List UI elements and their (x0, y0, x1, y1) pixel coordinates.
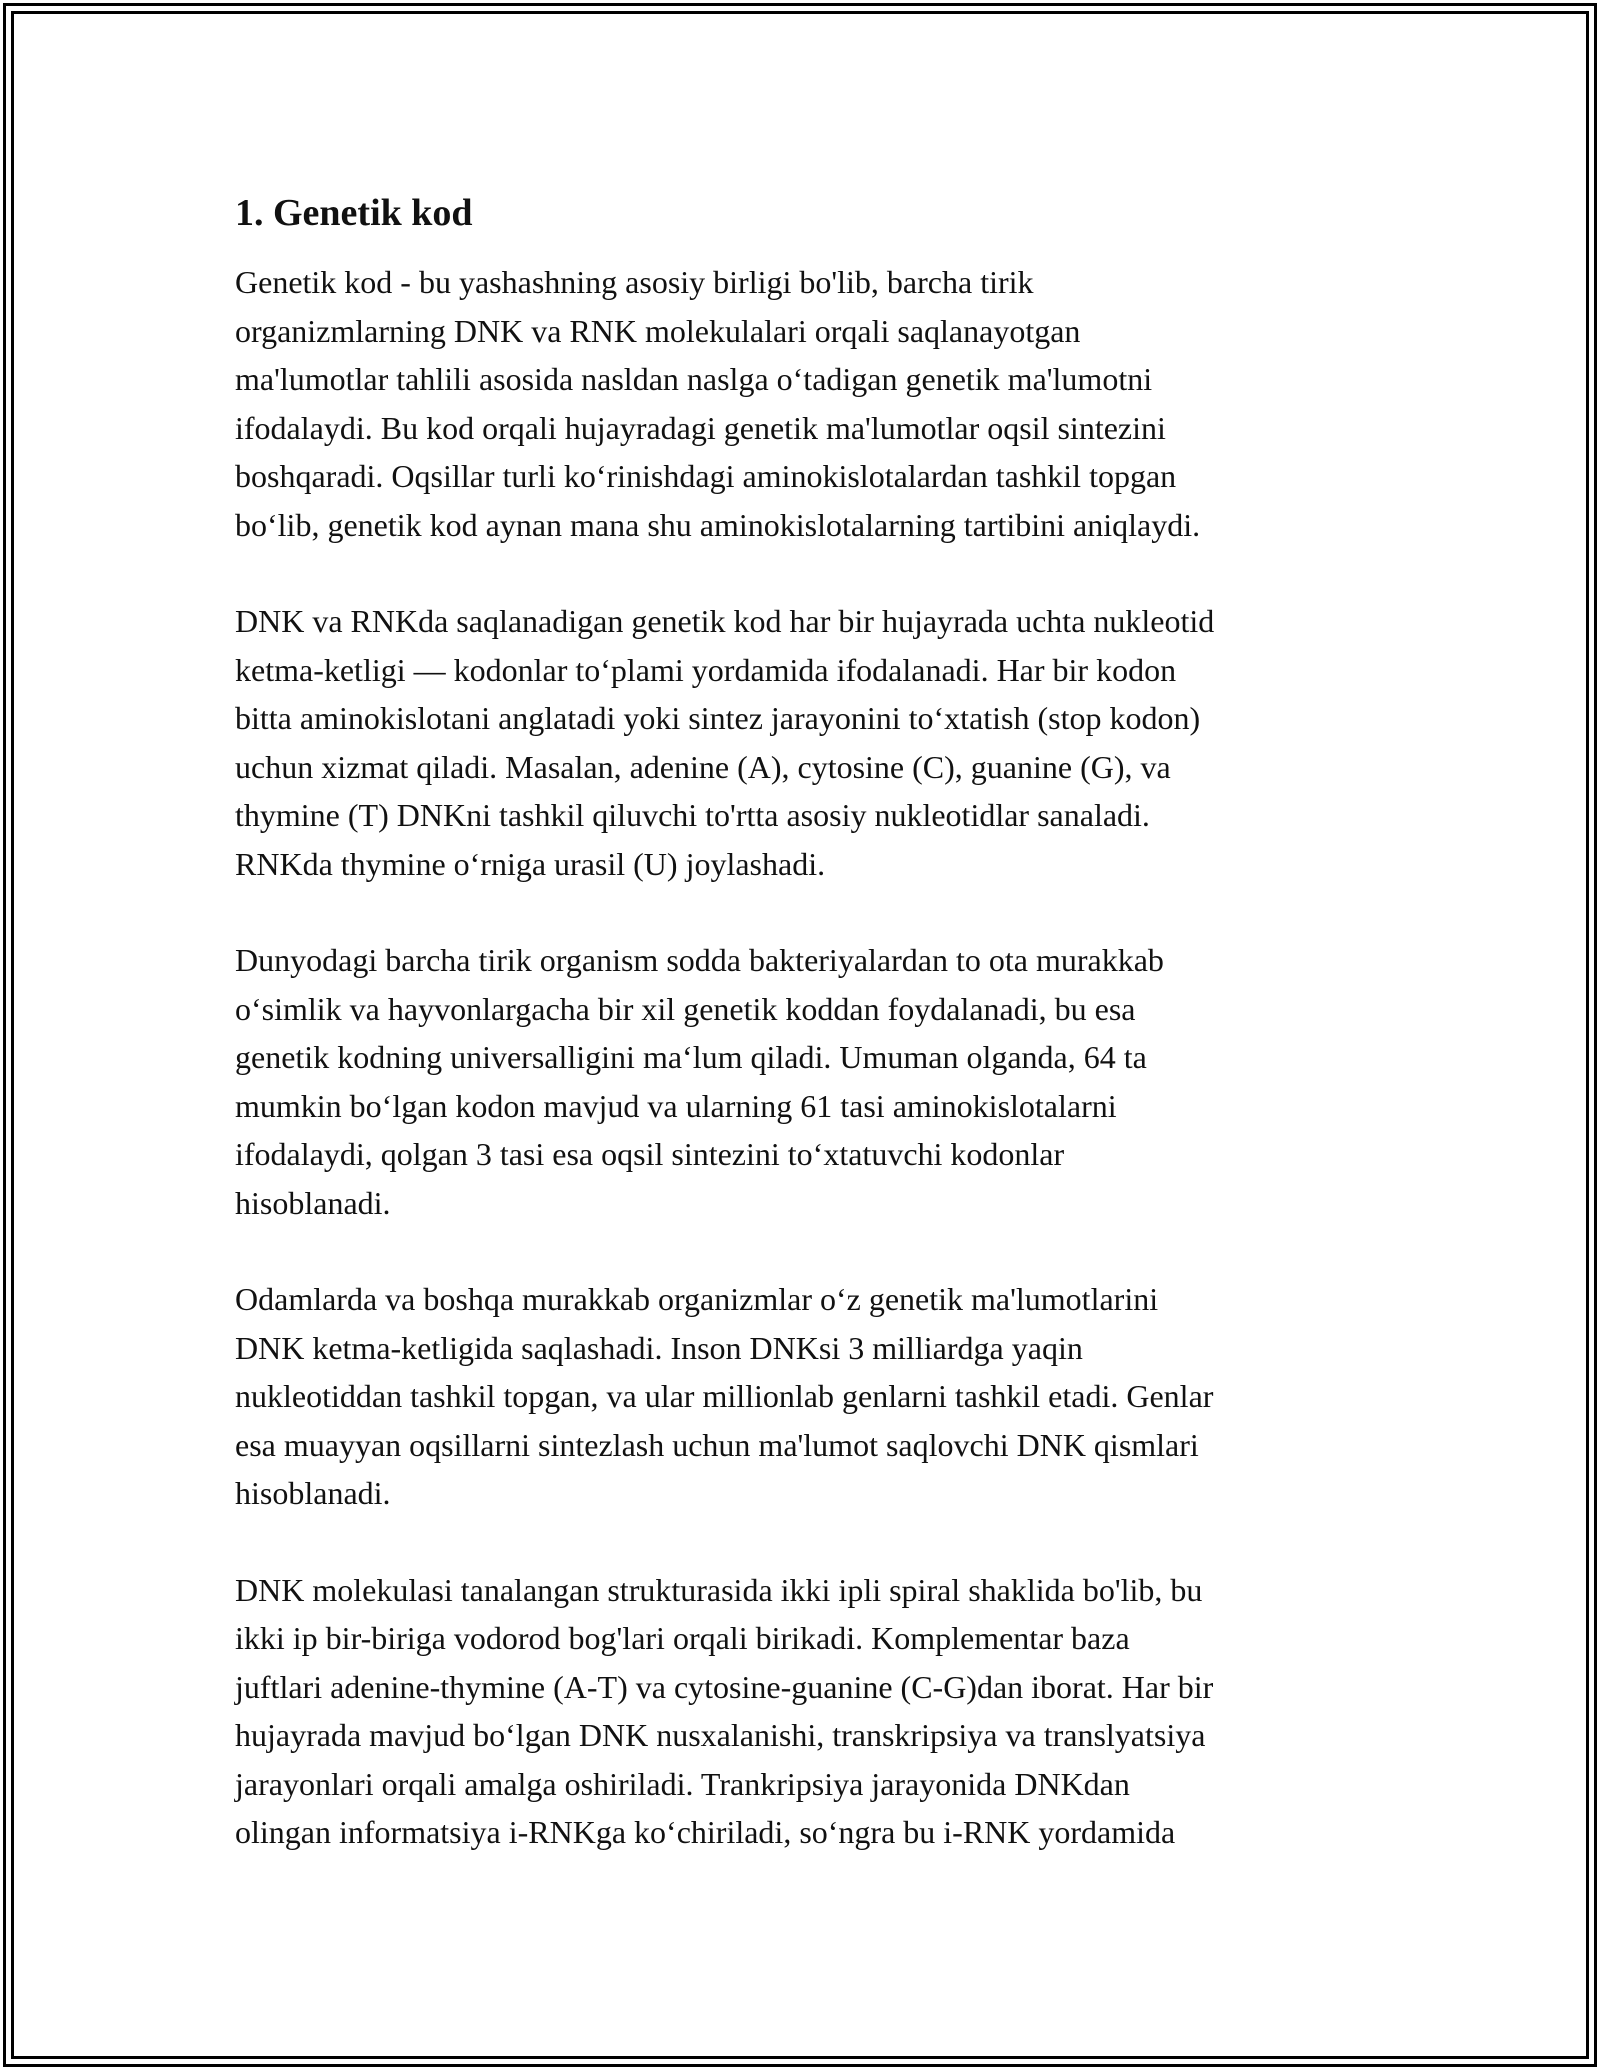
document-body (235, 188, 1370, 1905)
paragraph (235, 1566, 1370, 1857)
text-line: uchun xizmat qiladi. Masalan, adenine (A), cytosine (C), guanine (G), va (235, 748, 1171, 785)
text-line: juftlari adenine-thymine (A-T) va cytosine-guanine (C-G)dan iborat. Har bir (235, 1668, 1214, 1705)
text-line: genetik kodning universalligini maʻlum qiladi. Umuman olganda, 64 ta (235, 1039, 1147, 1075)
text-line: mumkin boʻlgan kodon mavjud va ularning 61 tasi aminokislotalarni (235, 1087, 1117, 1124)
text-line: ifodalaydi. Bu kod orqali hujayradagi genetik ma'lumotlar oqsil sintezini (235, 409, 1166, 446)
text-line: ifodalaydi, qolgan 3 tasi esa oqsil sintezini toʻxtatuvchi kodonlar (235, 1136, 1065, 1172)
text-line: hisoblanadi. (235, 1475, 391, 1511)
text-line: oʻsimlik va hayvonlargacha bir xil genetik koddan foydalanadi, bu esa (235, 990, 1136, 1027)
text-line: RNKda thymine oʻrniga urasil (U) joylashadi. (235, 845, 826, 882)
text-line: Genetik kod - bu yashashning asosiy birligi bo'lib, barcha tirik (235, 264, 1034, 300)
paragraph (235, 1275, 1370, 1518)
text-line: Dunyodagi barcha tirik organism sodda bakteriyalardan to ota murakkab (235, 942, 1164, 978)
text-line: olingan informatsiya i-RNKga koʻchiriladi, soʻngra bu i-RNK yordamida (235, 1814, 1176, 1850)
text-line: ketma-ketligi — kodonlar toʻplami yordamida ifodalanadi. Har bir kodon (235, 651, 1177, 688)
section-heading: 1. Genetik kod (235, 192, 473, 234)
text-line: nukleotiddan tashkil topgan, va ular millionlab genlarni tashkil etadi. Genlar (235, 1378, 1214, 1414)
text-line: esa muayyan oqsillarni sintezlash uchun ma'lumot saqlovchi DNK qismlari (235, 1426, 1199, 1463)
text-line: DNK ketma-ketligida saqlashadi. Inson DNKsi 3 milliardga yaqin (235, 1329, 1083, 1366)
text-line: DNK va RNKda saqlanadigan genetik kod har bir hujayrada uchta nukleotid (235, 603, 1215, 639)
text-line: hujayrada mavjud boʻlgan DNK nusxalanishi, transkripsiya va translyatsiya (235, 1717, 1206, 1753)
text-line: boshqaradi. Oqsillar turli koʻrinishdagi aminokislotalardan tashkil topgan (235, 458, 1177, 494)
text-line: ikki ip bir-biriga vodorod bog'lari orqali birikadi. Komplementar baza (235, 1620, 1130, 1656)
paragraph (235, 597, 1370, 888)
text-line: thymine (T) DNKni tashkil qiluvchi to'rtta asosiy nukleotidlar sanaladi. (235, 797, 1150, 833)
text-line: DNK molekulasi tanalangan strukturasida ikki ipli spiral shaklida bo'lib, bu (235, 1571, 1203, 1608)
text-line: ma'lumotlar tahlili asosida nasldan naslga oʻtadigan genetik ma'lumotni (235, 361, 1153, 397)
text-line: bitta aminokislotani anglatadi yoki sintez jarayonini toʻxtatish (stop kodon) (235, 700, 1201, 736)
text-line: Odamlarda va boshqa murakkab organizmlar oʻz genetik ma'lumotlarini (235, 1281, 1159, 1317)
paragraph-list (235, 258, 1370, 1857)
paragraph (235, 258, 1370, 549)
text-line: jarayonlari orqali amalga oshiriladi. Trankripsiya jarayonida DNKdan (235, 1765, 1130, 1802)
text-line: organizmlarning DNK va RNK molekulalari orqali saqlanayotgan (235, 312, 1081, 349)
text-line: boʻlib, genetik kod aynan mana shu aminokislotalarning tartibini aniqlaydi. (235, 506, 1201, 543)
paragraph (235, 936, 1370, 1227)
text-line: hisoblanadi. (235, 1184, 391, 1221)
